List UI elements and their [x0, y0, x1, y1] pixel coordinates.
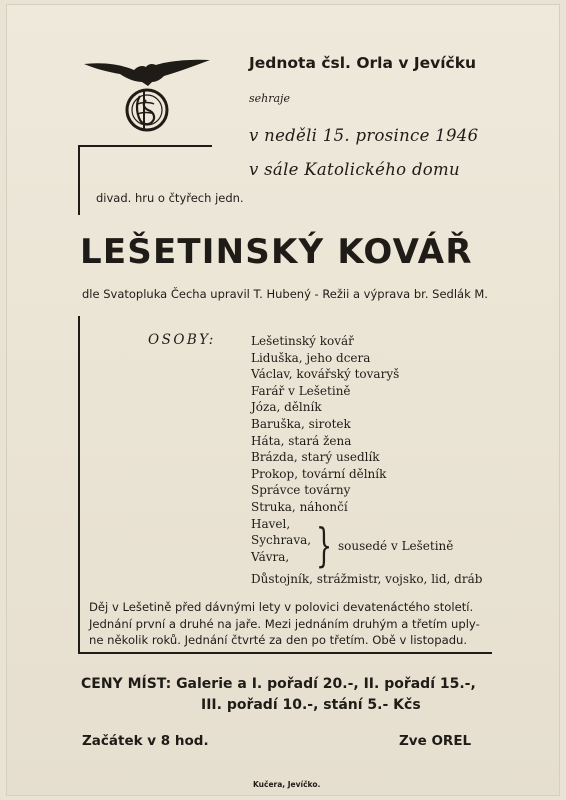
cast-role: Brázda, starý usedlík: [251, 450, 380, 465]
play-title: LEŠETINSKÝ KOVÁŘ: [80, 232, 473, 272]
cast-rule-horizontal: [78, 652, 492, 654]
performance-venue: v sále Katolického domu: [249, 160, 460, 179]
plot-line: Jednání první a druhé na jaře. Mezi jednáním druhým a třetím uply-: [89, 616, 480, 631]
neighbors-label: sousedé v Lešetině: [338, 539, 454, 553]
cast-last-line: Důstojník, strážmistr, vojsko, lid, dráb: [251, 572, 483, 586]
cast-role: Baruška, sirotek: [251, 416, 351, 431]
plot-line: ne několik roků. Jednání čtvrté za den po třetím. Obě v listopadu.: [89, 633, 468, 647]
cast-role: Lešetinský kovář: [251, 334, 354, 348]
prices-line-2: III. pořadí 10.-, stání 5.- Kčs: [201, 697, 421, 713]
printer-credit: Kučera, Jevíčko.: [253, 780, 321, 789]
plot-line: Děj v Lešetině před dávnými lety v polovici devatenáctého století.: [89, 600, 474, 614]
performance-date: v neděli 15. prosince 1946: [249, 126, 479, 145]
cast-role: Liduška, jeho dcera: [251, 350, 371, 365]
play-credits: dle Svatopluka Čecha upravil T. Hubený - Režii a výprava br. Sedlák M.: [82, 287, 488, 301]
brace-icon: }: [316, 518, 333, 572]
cast-role: Vávra,: [251, 549, 290, 564]
eagle-emblem-icon: [82, 56, 212, 142]
cast-role: Struka, náhončí: [251, 499, 348, 514]
cast-role: Správce továrny: [251, 483, 351, 498]
cast-role: Farář v Lešetině: [251, 383, 351, 398]
genre-line: divad. hru o čtyřech jedn.: [96, 191, 244, 205]
organization-name: Jednota čsl. Orla v Jevíčku: [249, 54, 477, 72]
cast-role: Józa, dělník: [251, 400, 322, 415]
header-rule-horizontal: [78, 145, 212, 147]
prices-label: CENY MÍST:: [81, 676, 172, 692]
cast-role: Sychrava,: [251, 533, 312, 548]
invitation: Zve OREL: [399, 733, 472, 749]
cast-heading: OSOBY:: [148, 332, 216, 348]
start-time: Začátek v 8 hod.: [82, 733, 209, 749]
cast-role: Háta, stará žena: [251, 433, 352, 448]
plot-description: [89, 599, 499, 649]
cast-role: Václav, kovářský tovaryš: [251, 367, 400, 382]
cast-role: Havel,: [251, 516, 291, 531]
prices-line-1: [81, 676, 476, 692]
sehraje-label: sehraje: [249, 92, 290, 105]
cast-role: Prokop, tovární dělník: [251, 466, 387, 481]
cast-rule-vertical: [78, 316, 80, 654]
header-rule-vertical: [78, 145, 80, 215]
prices-text-1: Galerie a I. pořadí 20.-, II. pořadí 15.-,: [176, 676, 476, 692]
